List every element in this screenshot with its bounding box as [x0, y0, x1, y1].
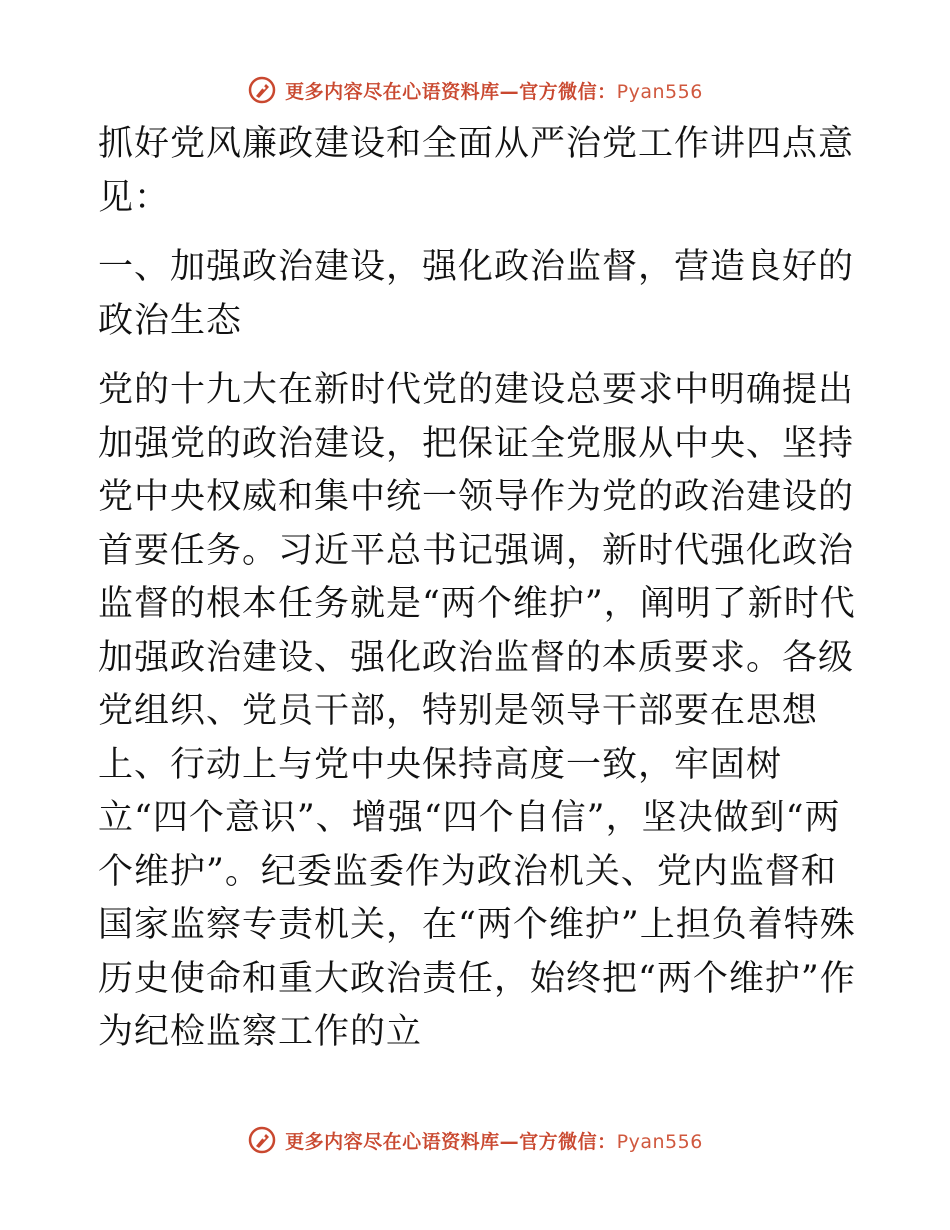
watermark-header	[0, 70, 950, 110]
document-title: 抓好党风廉政建设和全面从严治党工作讲四点意见：	[98, 124, 855, 218]
watermark-text: 更多内容尽在心语资料库—官方微信：Pyan556	[285, 1130, 703, 1153]
section-heading: 一、加强政治建设，强化政治监督，营造良好的政治生态	[98, 247, 855, 341]
watermark-footer	[0, 1120, 950, 1160]
document-body	[98, 118, 858, 1060]
pen-nib-circle-icon	[247, 75, 277, 105]
watermark-text: 更多内容尽在心语资料库—官方微信：Pyan556	[285, 80, 703, 103]
body-paragraph: 党的十九大在新时代党的建设总要求中明确提出加强党的政治建设，把保证全党服从中央、坚持党中央权威和集中统一领导作为党的政治建设的首要任务。习近平总书记强调，新时代强化政治监督的根本任务就是“两个维护”，阐明了新时代加强政治建设、强化政治监督的本质要求。各级党组织、党员干部，特别是领导干部要在思想上、行动上与党中央保持高度一致，牢固树立“四个意识”、增强“四个自信”，坚决做到“两个维护”。纪委监委作为政治机关、党内监督和国家监察专责机关，在“两个维护”上担负着特殊历史使命和重大政治责任，始终把“两个维护”作为纪检监察工作的立	[98, 370, 856, 1052]
watermark-handle: Pyan556	[616, 80, 703, 103]
watermark-handle: Pyan556	[616, 1130, 703, 1153]
pen-nib-circle-icon	[247, 1125, 277, 1155]
